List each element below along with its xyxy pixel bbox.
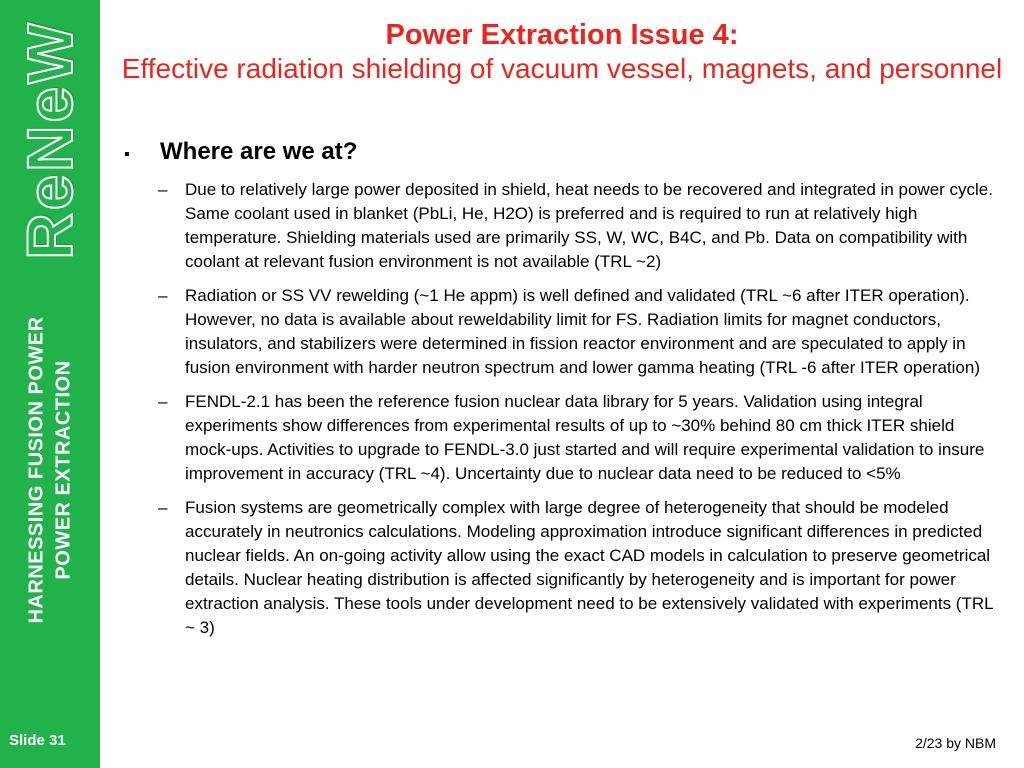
square-bullet-icon: ▪ — [124, 146, 130, 163]
section-bullet — [124, 138, 357, 166]
slide-title — [110, 18, 1014, 86]
footer-date-author: 2/23 by NBM — [915, 735, 996, 751]
sidebar-heading-harnessing: HARNESSING FUSION POWER — [25, 316, 48, 624]
sub-bullet-list — [158, 178, 998, 650]
list-item-text: Due to relatively large power deposited in shield, heat needs to be recovered and integrated in power cycle. Same coolant used in blanket (PbLi, He, H2O) is preferred and is required to run at relatively high temperature. Shielding materials used are primarily SS, W, WC, B4C, and Pb. Data on compatibility with coolant at relevant fusion environment is not available (TRL ~2) — [185, 180, 993, 271]
title-main: Power Extraction Issue 4: — [385, 19, 739, 51]
sidebar-heading-power-extraction: POWER EXTRACTION — [52, 360, 75, 580]
list-item-text: Radiation or SS VV rewelding (~1 He appm) is well defined and validated (TRL ~6 after ITER operation). However, no data is available about reweldability limit for FS. Radiation limits for magnet conductors, insulators, and stabilizers were determined in fission reactor environment and are speculated to apply in fusion environment with harder neutron spectrum and lower gamma heating (TRL -6 after ITER operation) — [185, 286, 980, 377]
section-heading: Where are we at? — [160, 138, 358, 165]
list-item — [158, 496, 998, 640]
list-item — [158, 178, 998, 274]
list-item — [158, 284, 998, 380]
list-item-text: FENDL-2.1 has been the reference fusion nuclear data library for 5 years. Validation using integral experiments show differences from experimental results of up to ~30% behind 80 cm thick ITER shield mock-ups. Activities to upgrade to FENDL-3.0 just started and will require experimental validation to insure improvement in accuracy (TRL ~4). Uncertainty due to nuclear data need to be reduced to <5% — [185, 392, 985, 483]
sidebar — [0, 0, 100, 768]
slide-number: Slide 31 — [9, 732, 66, 749]
dash-bullet: – — [158, 498, 168, 517]
dash-bullet: – — [158, 180, 168, 199]
renew-logo: ReNeW — [14, 20, 86, 260]
dash-bullet: – — [158, 392, 168, 411]
title-subtitle: Effective radiation shielding of vacuum vessel, magnets, and personnel — [121, 53, 1003, 84]
dash-bullet: – — [158, 286, 168, 305]
list-item — [158, 390, 998, 486]
list-item-text: Fusion systems are geometrically complex with large degree of heterogeneity that should be modeled accurately in neutronics calculations. Modeling approximation introduce significant differences in predicted nuclear fields. An on-going activity allow using the exact CAD models in calculation to preserve geometrical details. Nuclear heating distribution is affected significantly by heterogeneity and is important for power extraction analysis. These tools under development need to be extensively validated with experiments (TRL ~ 3) — [185, 498, 993, 637]
